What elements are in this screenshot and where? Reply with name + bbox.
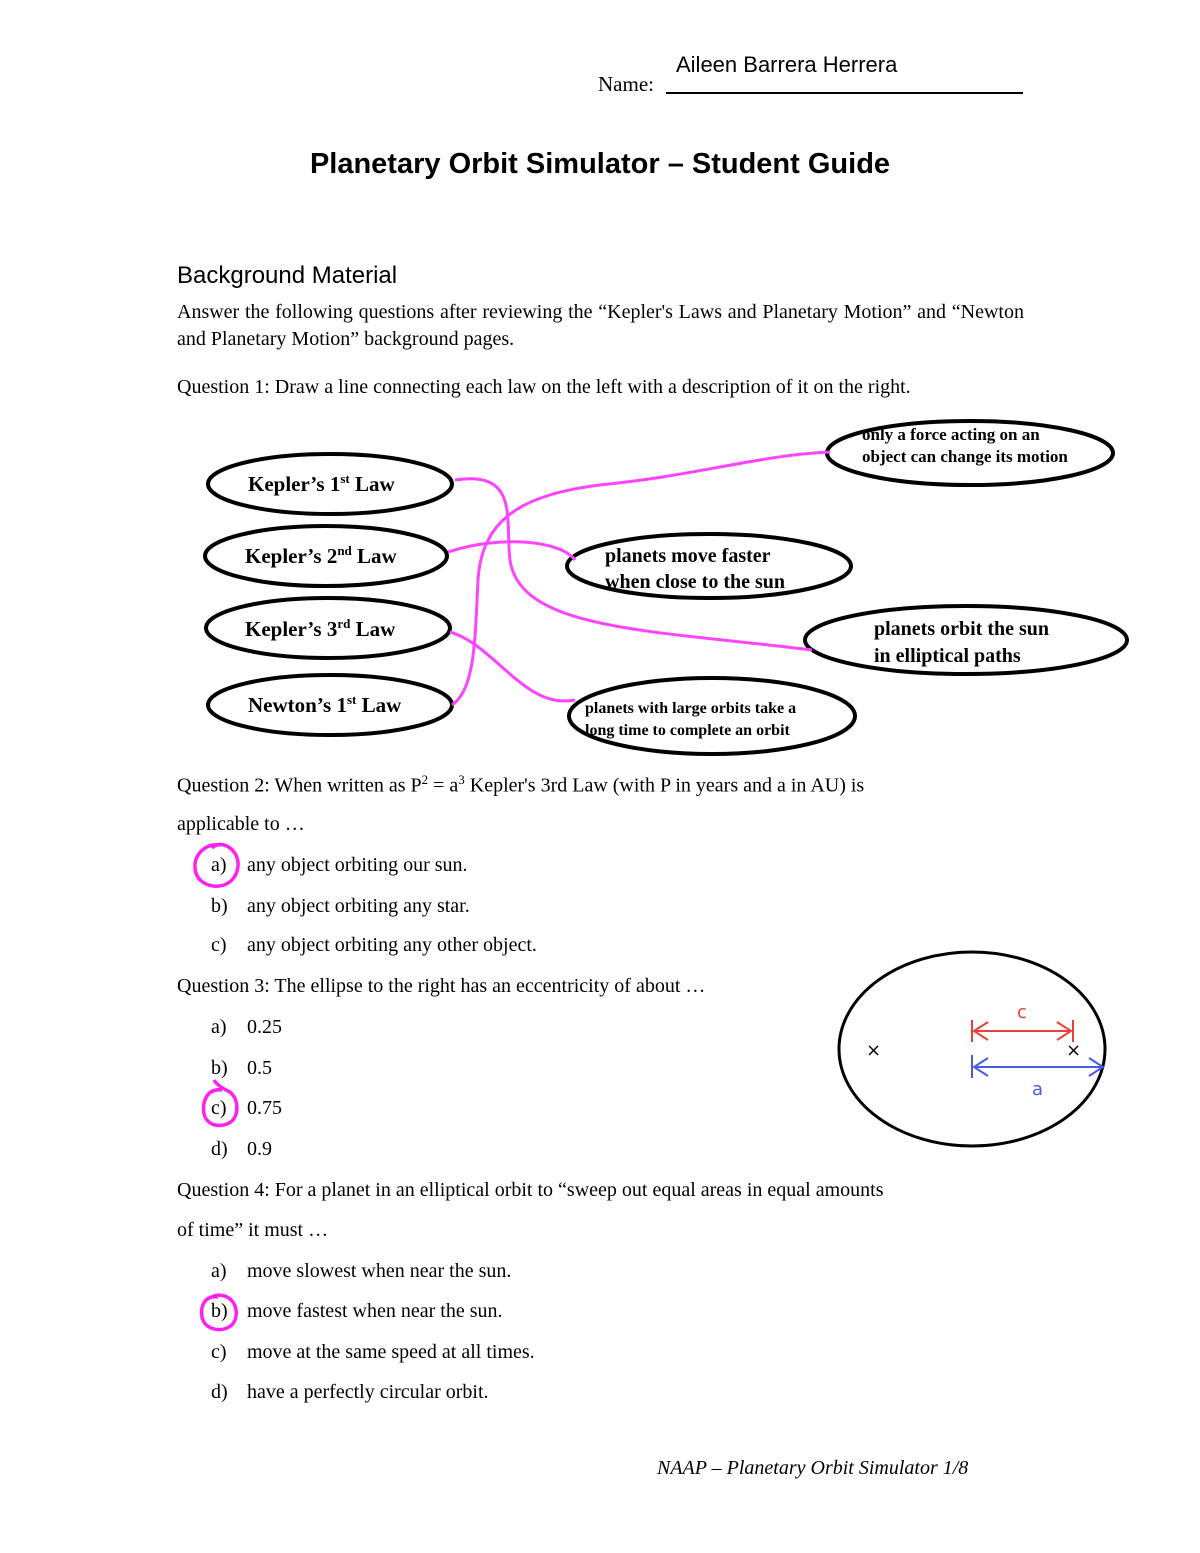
law-3-label: Kepler’s 3rd Law [245, 616, 396, 641]
desc-4-line-2: long time to complete an orbit [585, 722, 790, 739]
name-label: Name: [598, 72, 654, 96]
question-4-text-cont: of time” it must … [177, 1219, 329, 1241]
name-value: Aileen Barrera Herrera [676, 52, 898, 77]
question-2-text-cont: applicable to … [177, 813, 305, 835]
law-1-label: Kepler’s 1st Law [248, 471, 395, 496]
question-3-text: Question 3: The ellipse to the right has an eccentricity of about … [177, 975, 706, 997]
desc-1-line-2: object can change its motion [862, 447, 1068, 466]
c-label: c [1017, 1002, 1027, 1023]
connector-3 [450, 632, 575, 701]
a-label: a [1032, 1079, 1044, 1100]
focus-right-mark: × [1066, 1040, 1082, 1061]
focus-left-mark: × [866, 1040, 882, 1061]
question-1-text: Question 1: Draw a line connecting each law on the left with a description of it on the right. [177, 376, 911, 398]
desc-1-line-1: only a force acting on an [862, 425, 1040, 444]
law-4-label: Newton’s 1st Law [248, 692, 402, 717]
desc-2-line-2: when close to the sun [605, 571, 786, 593]
question-4-text: Question 4: For a planet in an elliptical orbit to “sweep out equal areas in equal amounts [177, 1179, 884, 1201]
connector-2 [448, 542, 575, 560]
section-heading: Background Material [177, 262, 398, 289]
eccentricity-diagram [839, 952, 1105, 1146]
desc-2-line-1: planets move faster [605, 545, 771, 567]
law-2-label: Kepler’s 2nd Law [245, 543, 397, 568]
desc-4-line-1: planets with large orbits take a [585, 700, 797, 717]
intro-paragraph: Answer the following questions after reviewing the “Kepler's Laws and Planetary Motion” and “Newton and Planetary Motion” background pages. [177, 301, 1024, 350]
desc-3-line-1: planets orbit the sun [874, 618, 1050, 640]
desc-3-line-2: in elliptical paths [874, 645, 1021, 667]
page-footer: NAAP – Planetary Orbit Simulator 1/8 [657, 1457, 969, 1479]
c-arrow [972, 1020, 1073, 1042]
a-arrow [972, 1055, 1103, 1078]
question-2-text: Question 2: When written as $P^2 = a^3$ Kepler's 3rd Law (with P in years and a in AU) is [177, 772, 865, 797]
page-title: Planetary Orbit Simulator – Student Guide [309, 148, 891, 180]
